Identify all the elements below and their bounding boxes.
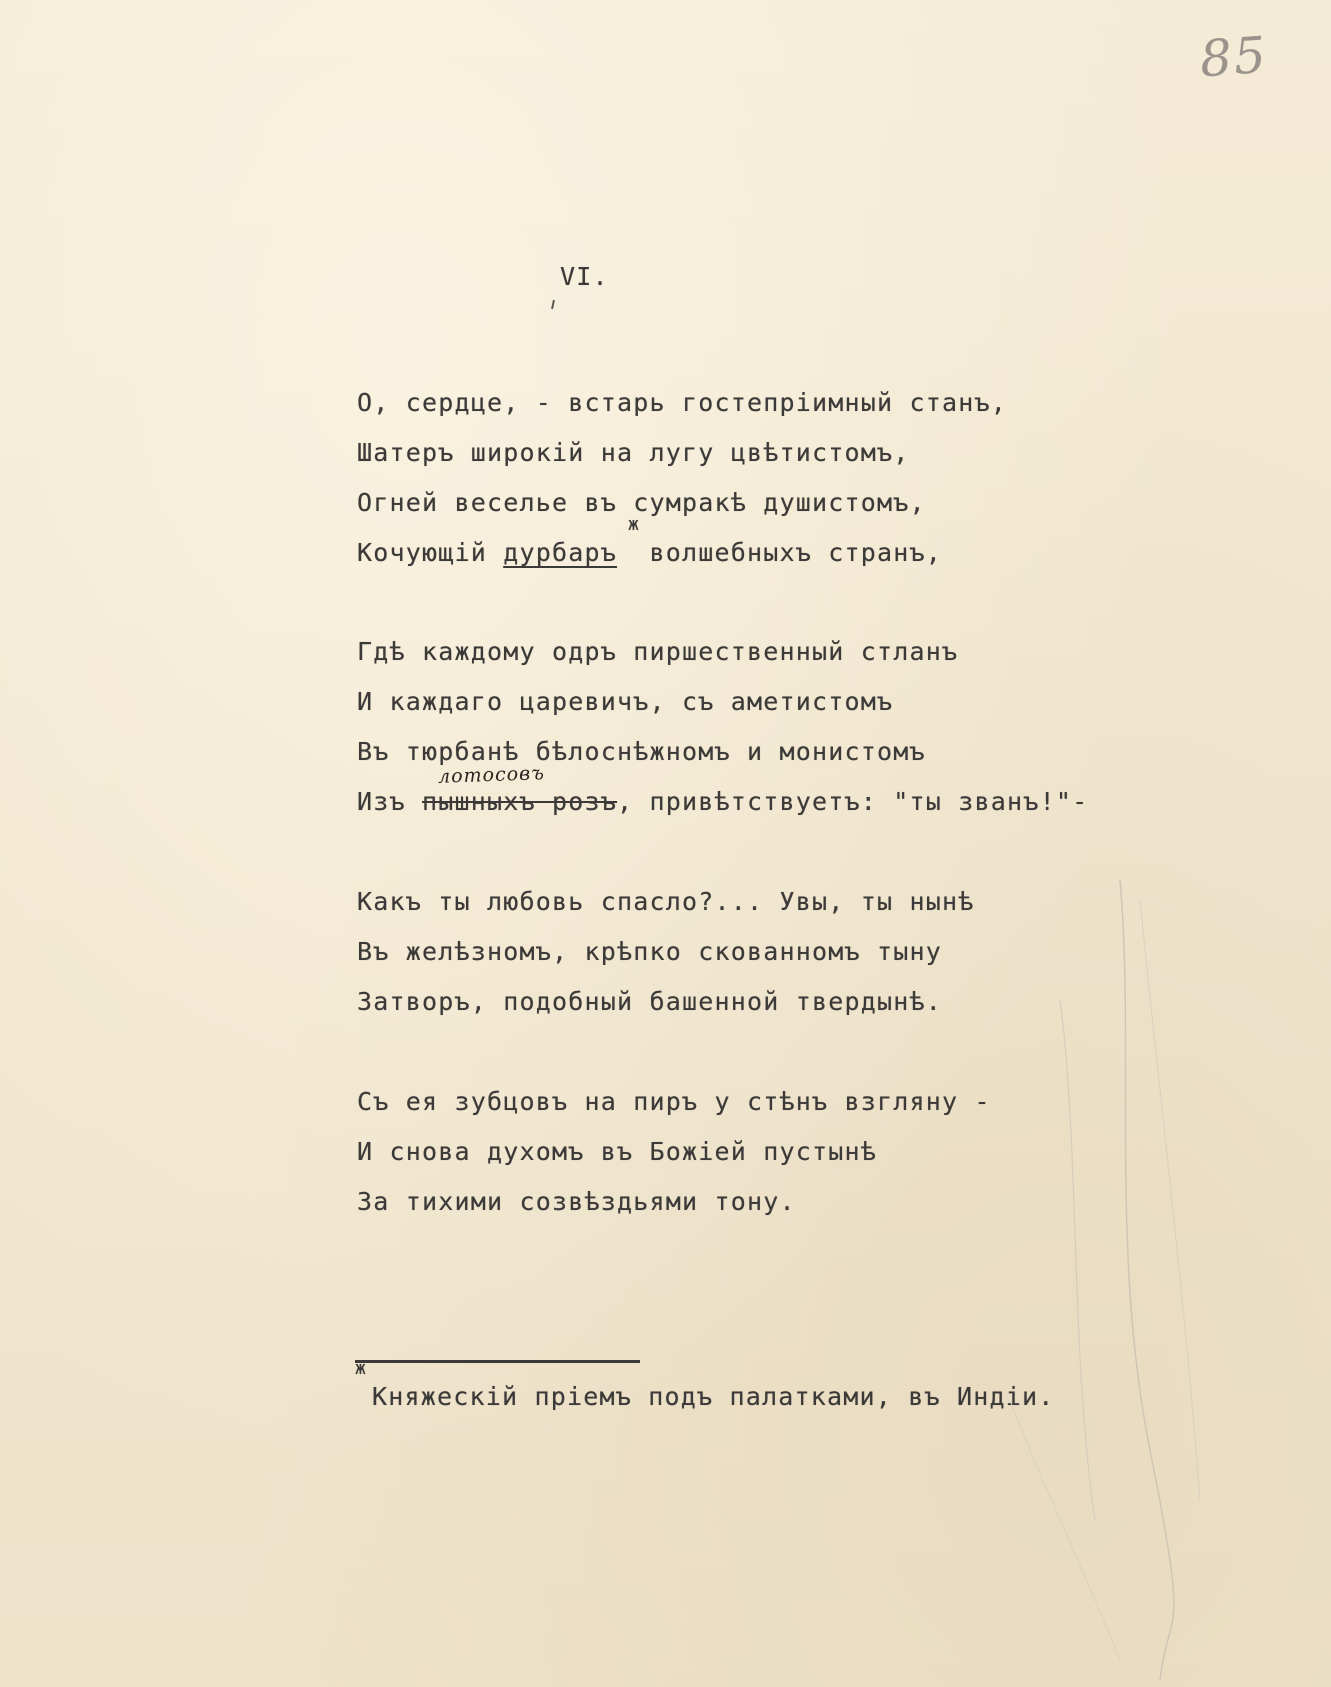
- stanza1-line3: Огней веселье въ сумракѣ душистомъ,: [357, 488, 926, 517]
- stanza2-line3: Въ тюрбанѣ бѣлоснѣжномъ и монистомъ: [357, 737, 926, 766]
- stanza1-line4-prefix: Кочующiй: [357, 538, 504, 567]
- handwritten-correction: лотосовъ: [437, 762, 546, 788]
- struck-through-words: пышныхъ розъ: [422, 787, 618, 816]
- footnote-reference-marker: ж: [628, 514, 641, 535]
- pencil-stroke: [1120, 880, 1174, 1680]
- pencil-stroke: [1010, 1400, 1120, 1660]
- stanza4-line3: За тихими созвѣздьями тону.: [357, 1187, 796, 1216]
- pencil-stroke: [1060, 1000, 1095, 1520]
- stanza1-line4-suffix: волшебныхъ странъ,: [617, 538, 943, 567]
- stanza2-line1: Гдѣ каждому одръ пиршественный стланъ: [357, 637, 959, 666]
- stanza4-line2: И снова духомъ въ Божiей пустынѣ: [357, 1137, 878, 1166]
- stanza2-line4-prefix: Изъ: [357, 787, 423, 816]
- stanza4-line1: Съ ея зубцовъ на пиръ у стѣнъ взгляну -: [357, 1087, 991, 1116]
- pencil-stroke: [1140, 900, 1200, 1500]
- stanza1-line1: О, сердце, - встарь гостепрiимный станъ,: [357, 388, 1008, 417]
- footnote-text: Княжескiй прiемъ подъ палатками, въ Индiи.: [372, 1382, 1055, 1411]
- page-number: 85: [1198, 25, 1270, 89]
- section-numeral: VI.: [560, 262, 609, 291]
- stanza1-line4: [357, 538, 942, 567]
- stanza3-line3: Затворъ, подобный башенной твердынѣ.: [357, 987, 943, 1016]
- stanza2-line4-suffix: , привѣтствуетъ: "ты званъ!"-: [617, 787, 1089, 816]
- stanza1-line2: Шатеръ широкiй на лугу цвѣтистомъ,: [357, 438, 910, 467]
- stanza2-line4: [357, 787, 1088, 816]
- stanza2-line2: И каждаго царевичъ, съ аметистомъ: [357, 687, 894, 716]
- stanza3-line1: Какъ ты любовь спасло?... Увы, ты нынѣ: [357, 887, 975, 916]
- underlined-word-durbar: дурбаръ: [503, 538, 618, 567]
- footnote-rule: [355, 1360, 640, 1363]
- pencil-tick-mark: [551, 300, 555, 309]
- footnote-marker: ж: [355, 1358, 368, 1379]
- stanza3-line2: Въ желѣзномъ, крѣпко скованномъ тыну: [357, 937, 943, 966]
